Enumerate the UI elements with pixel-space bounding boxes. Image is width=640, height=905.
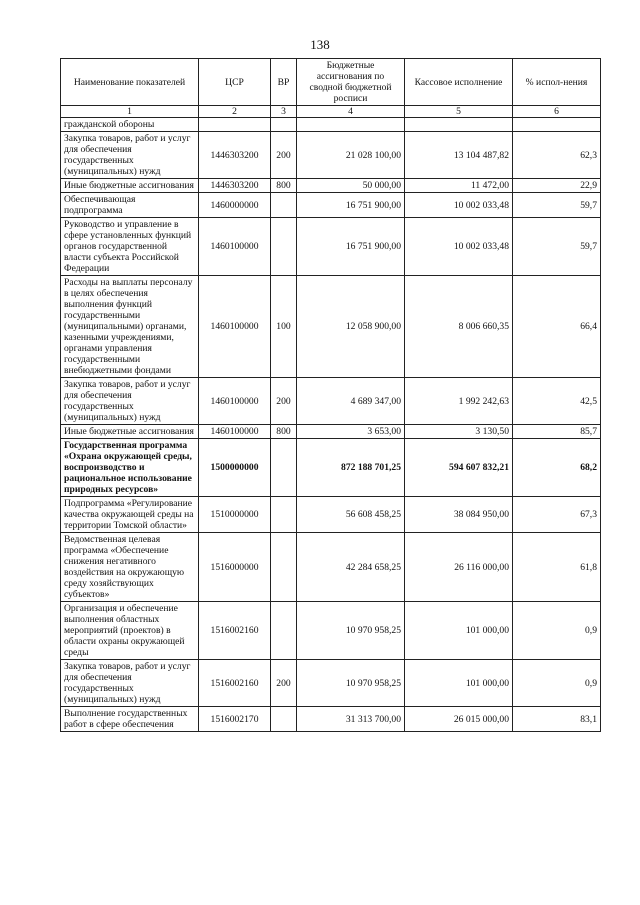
row-execution: 10 002 033,48	[405, 218, 513, 276]
row-vr	[271, 118, 297, 132]
row-vr	[271, 218, 297, 276]
row-execution	[405, 118, 513, 132]
header-row	[61, 59, 601, 106]
row-percent: 22,9	[513, 179, 601, 193]
table-row	[61, 179, 601, 193]
row-execution: 10 002 033,48	[405, 193, 513, 218]
header-csr: ЦСР	[199, 59, 271, 106]
row-name: Обеспечивающая подпрограмма	[61, 193, 199, 218]
row-vr: 200	[271, 378, 297, 425]
row-budget: 10 970 958,25	[297, 660, 405, 707]
row-percent: 68,2	[513, 439, 601, 497]
table-row	[61, 533, 601, 602]
row-percent: 83,1	[513, 707, 601, 732]
budget-table	[60, 58, 601, 732]
row-vr: 100	[271, 276, 297, 378]
row-csr	[199, 118, 271, 132]
row-budget: 12 058 900,00	[297, 276, 405, 378]
row-execution: 1 992 242,63	[405, 378, 513, 425]
row-budget: 4 689 347,00	[297, 378, 405, 425]
table-row	[61, 602, 601, 660]
row-execution: 3 130,50	[405, 425, 513, 439]
row-percent: 59,7	[513, 218, 601, 276]
table-row	[61, 497, 601, 533]
row-name: Закупка товаров, работ и услуг для обеспечения государственных (муниципальных) нужд	[61, 132, 199, 179]
header-execution: Кассовое исполнение	[405, 59, 513, 106]
table-row	[61, 132, 601, 179]
row-csr: 1516002160	[199, 660, 271, 707]
row-percent: 67,3	[513, 497, 601, 533]
row-name: Иные бюджетные ассигнования	[61, 179, 199, 193]
page-number: 138	[310, 37, 330, 52]
row-name: Организация и обеспечение выполнения областных мероприятий (проектов) в области охраны окружающей среды	[61, 602, 199, 660]
row-name: Иные бюджетные ассигнования	[61, 425, 199, 439]
column-number-row	[61, 106, 601, 118]
row-name: Подпрограмма «Регулирование качества окружающей среды на территории Томской области»	[61, 497, 199, 533]
row-name: Расходы на выплаты персоналу в целях обеспечения выполнения функций государственными (муниципальными) органами, казенными учреждениями, органами управления государственными внебюджетными фондами	[61, 276, 199, 378]
row-csr: 1516002170	[199, 707, 271, 732]
row-vr	[271, 439, 297, 497]
row-budget: 21 028 100,00	[297, 132, 405, 179]
row-budget: 10 970 958,25	[297, 602, 405, 660]
table-row	[61, 439, 601, 497]
row-execution: 26 116 000,00	[405, 533, 513, 602]
column-number: 6	[513, 106, 601, 118]
table-row	[61, 218, 601, 276]
table-row	[61, 118, 601, 132]
row-csr: 1446303200	[199, 179, 271, 193]
row-execution: 101 000,00	[405, 602, 513, 660]
row-execution: 11 472,00	[405, 179, 513, 193]
row-vr	[271, 193, 297, 218]
row-name: Закупка товаров, работ и услуг для обеспечения государственных (муниципальных) нужд	[61, 660, 199, 707]
header-budget: Бюджетные ассигнования по сводной бюджетной росписи	[297, 59, 405, 106]
row-percent: 85,7	[513, 425, 601, 439]
row-csr: 1446303200	[199, 132, 271, 179]
row-csr: 1460100000	[199, 218, 271, 276]
row-csr: 1460100000	[199, 425, 271, 439]
column-number: 5	[405, 106, 513, 118]
row-execution: 594 607 832,21	[405, 439, 513, 497]
row-name: Закупка товаров, работ и услуг для обеспечения государственных (муниципальных) нужд	[61, 378, 199, 425]
column-number: 4	[297, 106, 405, 118]
row-vr: 200	[271, 660, 297, 707]
table-row	[61, 276, 601, 378]
row-name: Государственная программа «Охрана окружающей среды, воспроизводство и рациональное использование природных ресурсов»	[61, 439, 199, 497]
row-execution: 8 006 660,35	[405, 276, 513, 378]
column-number: 2	[199, 106, 271, 118]
row-budget: 3 653,00	[297, 425, 405, 439]
row-csr: 1516000000	[199, 533, 271, 602]
table-row	[61, 378, 601, 425]
row-budget: 42 284 658,25	[297, 533, 405, 602]
row-csr: 1460100000	[199, 378, 271, 425]
table-row	[61, 660, 601, 707]
row-percent: 59,7	[513, 193, 601, 218]
row-percent: 0,9	[513, 660, 601, 707]
table-row	[61, 425, 601, 439]
header-vr: ВР	[271, 59, 297, 106]
row-budget	[297, 118, 405, 132]
row-name: Руководство и управление в сфере установленных функций органов государственной власти субъекта Российской Федерации	[61, 218, 199, 276]
row-name: Ведомственная целевая программа «Обеспечение снижения негативного воздействия на окружающую среду хозяйствующих субъектов»	[61, 533, 199, 602]
row-vr: 800	[271, 179, 297, 193]
row-execution: 38 084 950,00	[405, 497, 513, 533]
header-percent: % испол-нения	[513, 59, 601, 106]
row-vr	[271, 533, 297, 602]
row-budget: 872 188 701,25	[297, 439, 405, 497]
row-vr: 200	[271, 132, 297, 179]
row-vr	[271, 602, 297, 660]
row-percent: 62,3	[513, 132, 601, 179]
row-budget: 16 751 900,00	[297, 218, 405, 276]
row-execution: 26 015 000,00	[405, 707, 513, 732]
row-vr	[271, 497, 297, 533]
row-name: Выполнение государственных работ в сфере обеспечения	[61, 707, 199, 732]
row-budget: 16 751 900,00	[297, 193, 405, 218]
header-name: Наименование показателей	[61, 59, 199, 106]
row-budget: 50 000,00	[297, 179, 405, 193]
row-budget: 56 608 458,25	[297, 497, 405, 533]
column-number: 1	[61, 106, 199, 118]
row-percent: 42,5	[513, 378, 601, 425]
row-execution: 101 000,00	[405, 660, 513, 707]
row-percent	[513, 118, 601, 132]
row-vr: 800	[271, 425, 297, 439]
row-percent: 61,8	[513, 533, 601, 602]
table-row	[61, 707, 601, 732]
row-name: гражданской обороны	[61, 118, 199, 132]
row-csr: 1460100000	[199, 276, 271, 378]
table-row	[61, 193, 601, 218]
row-budget: 31 313 700,00	[297, 707, 405, 732]
row-csr: 1460000000	[199, 193, 271, 218]
row-execution: 13 104 487,82	[405, 132, 513, 179]
row-csr: 1510000000	[199, 497, 271, 533]
row-csr: 1516002160	[199, 602, 271, 660]
row-vr	[271, 707, 297, 732]
column-number: 3	[271, 106, 297, 118]
row-percent: 66,4	[513, 276, 601, 378]
row-csr: 1500000000	[199, 439, 271, 497]
row-percent: 0,9	[513, 602, 601, 660]
